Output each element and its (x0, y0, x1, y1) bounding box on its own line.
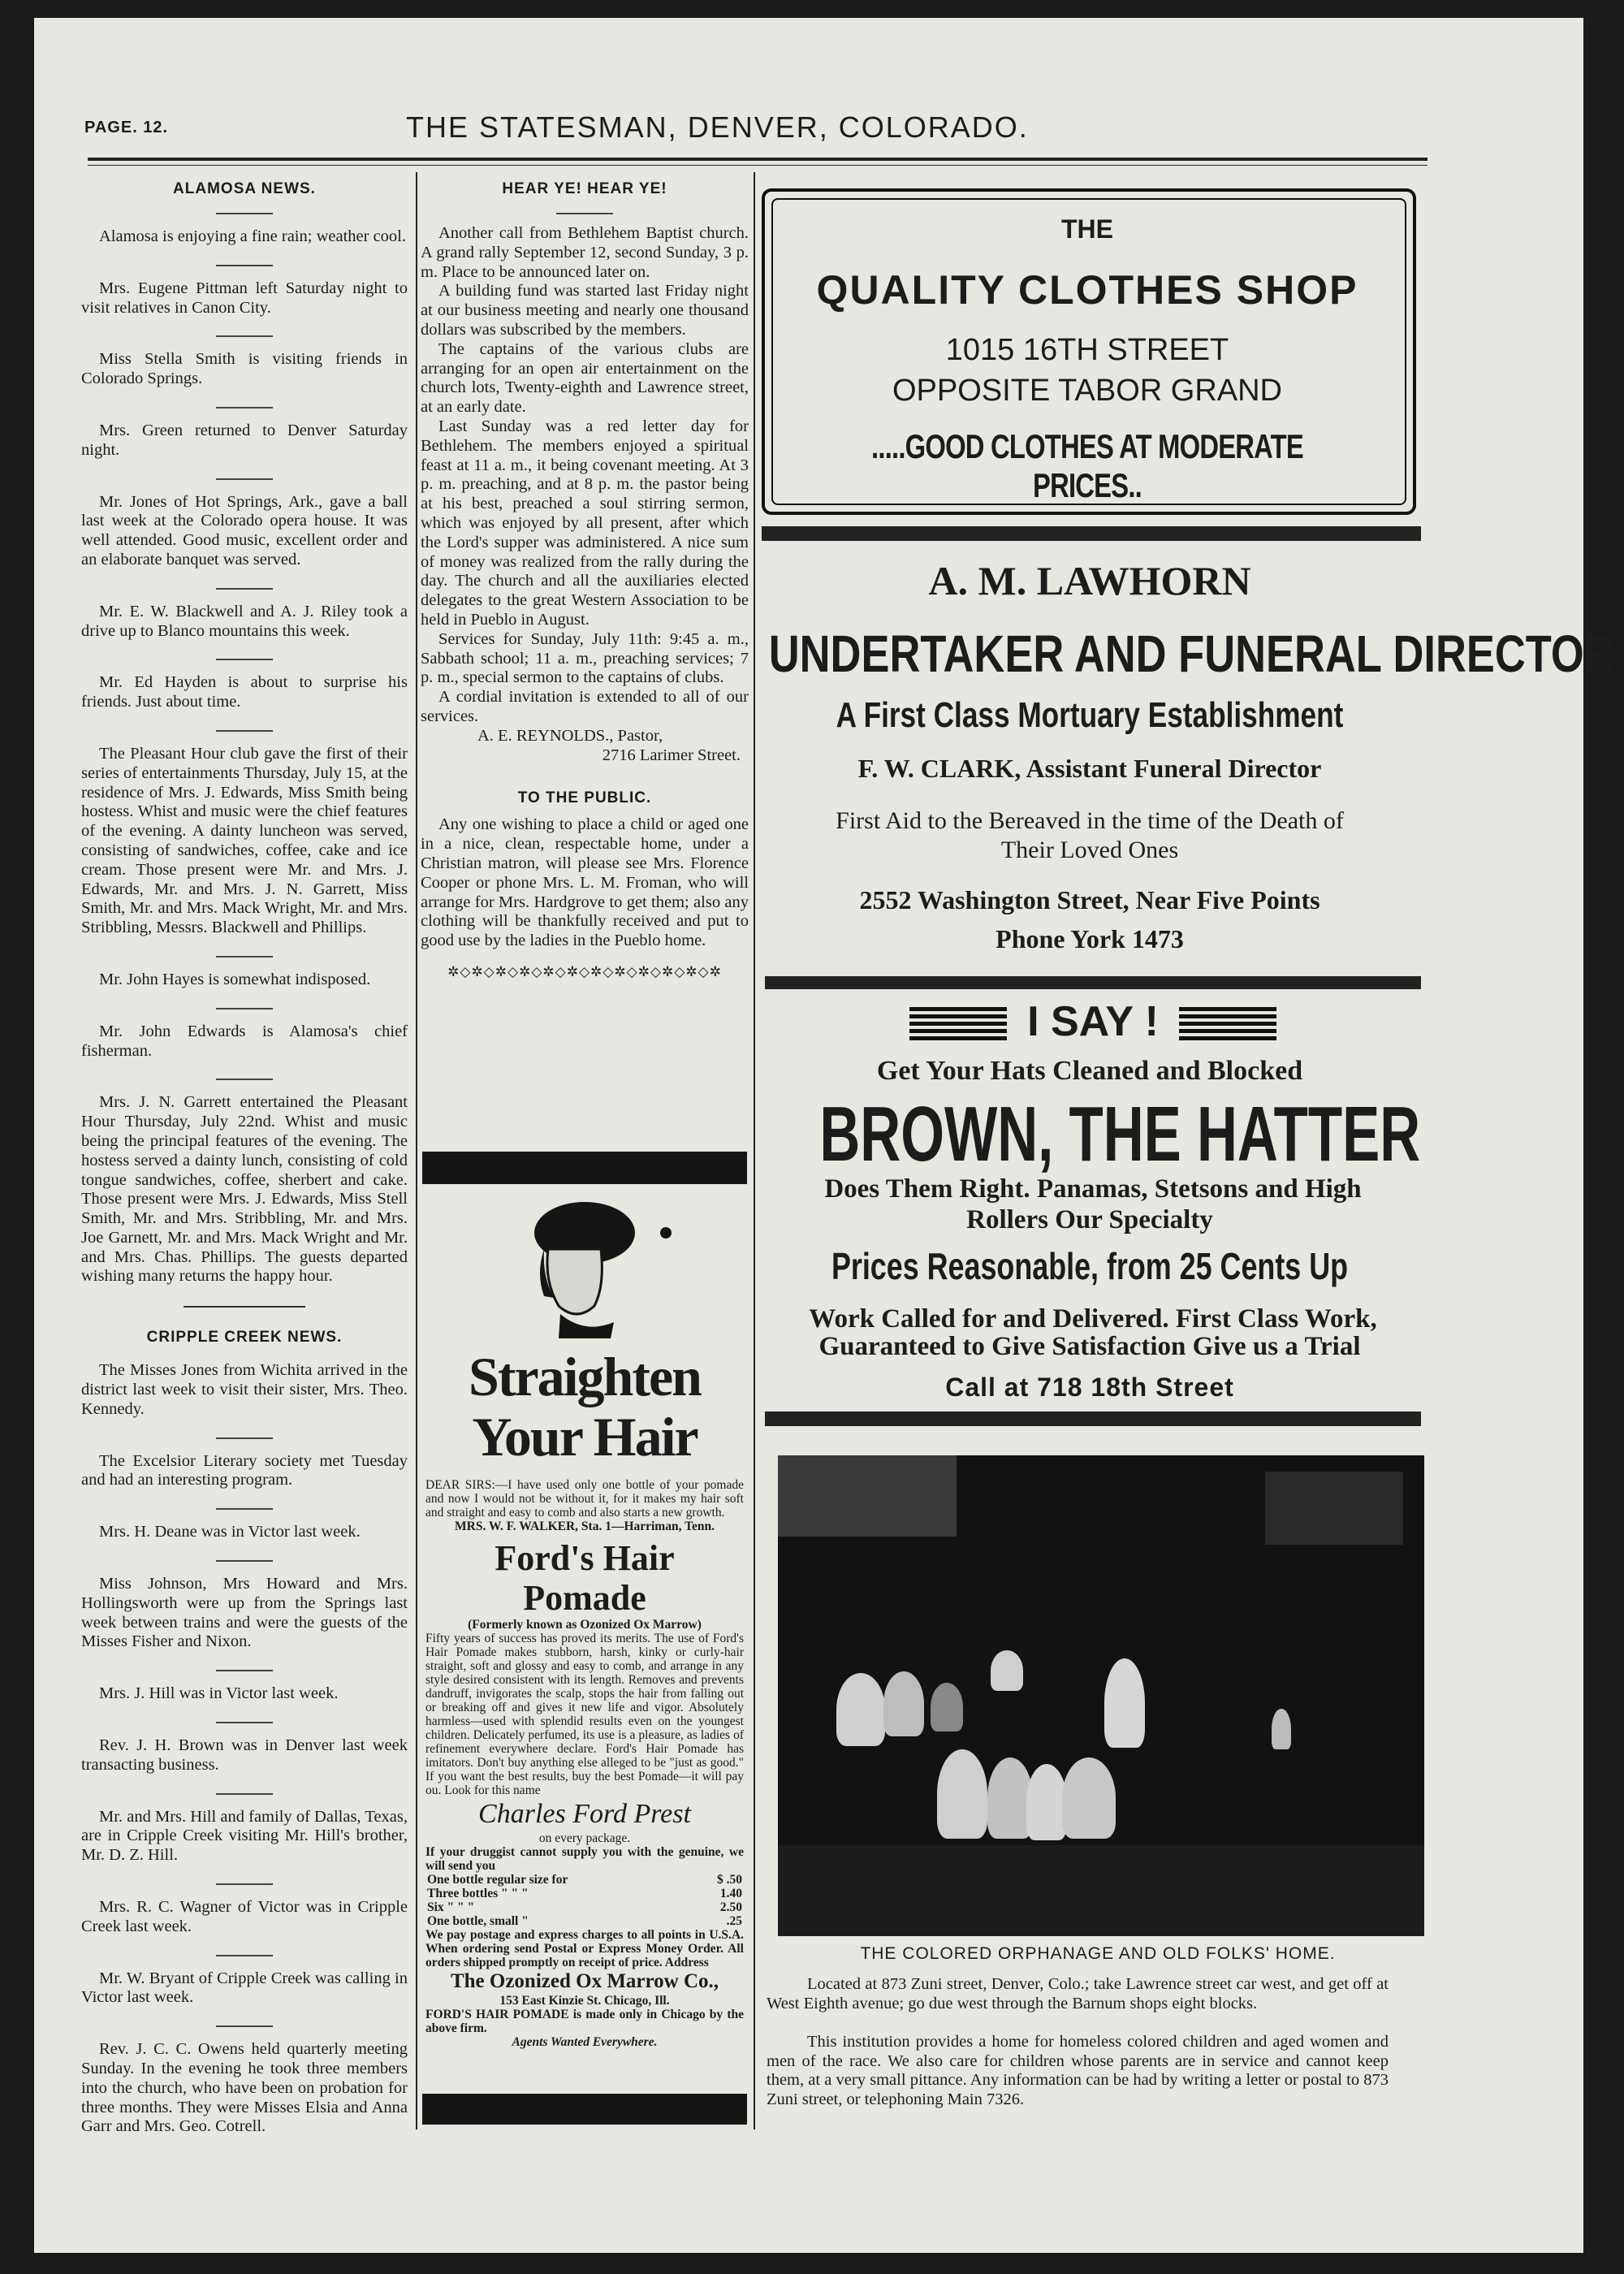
ornament-rule: ✲◇✲◇✲◇✲◇✲◇✲◇✲◇✲◇✲◇✲◇✲◇✲ (447, 963, 722, 979)
separator (216, 588, 273, 590)
hatter-say: I SAY ! (1027, 998, 1159, 1045)
photo-figure (1104, 1658, 1145, 1748)
separator (216, 1008, 273, 1009)
founder-signature: Charles Ford Prest (478, 1799, 691, 1829)
lawhorn-title: UNDERTAKER AND FUNERAL DIRECTOR (768, 625, 1615, 683)
cripple-heading: CRIPPLE CREEK NEWS. (146, 1329, 343, 1347)
photo-floor (778, 1845, 1424, 1936)
photo-window (778, 1455, 957, 1537)
separator (216, 1670, 273, 1671)
pomade-body: Fifty years of success has proved its merits. The use of Ford's Hair Pomade makes stubborn, harsh, kinky or curly-hair straight, soft and glossy and easy to comb, and arrange in any style desired consistent with its length. Removes and prevents dandruff, invigorates the scalp, stops the hair from falling out or breaking off and gives it new life and vigor. Absolutely harmless—used with splendid results even on the youngest children. Delicately perfumed, its use is a pleasure, as ladies of refinement everywhere declare. Ford's Hair Pomade has imitators. Don't buy anything else alleged to be "just as good." If you want the best results, buy the best Pomade—it will pay ou. Look for this name (425, 1632, 744, 1797)
ad-top-bar (422, 1152, 747, 1184)
news-item: Miss Stella Smith is visiting friends in Colorado Springs. (81, 350, 408, 388)
lawhorn-name: A. M. LAWHORN (928, 558, 1251, 603)
clothes-the: THE (1061, 214, 1113, 244)
druggist-note: If your druggist cannot supply you with the genuine, we will send you (425, 1845, 744, 1873)
church-item: A cordial invitation is extended to all of our services. (421, 688, 749, 725)
clothes-shop-name: QUALITY CLOTHES SHOP (816, 267, 1358, 313)
separator (216, 1793, 273, 1795)
lawhorn-phone: Phone York 1473 (996, 924, 1184, 953)
hatter-does-1: Does Them Right. Panamas, Stetsons and High (824, 1174, 1362, 1204)
orphanage-caption: THE COLORED ORPHANAGE AND OLD FOLKS' HOME. (860, 1944, 1336, 1963)
company-address: 153 East Kinzie St. Chicago, Ill. (499, 1994, 670, 2008)
testimonial-letter: DEAR SIRS:—I have used only one bottle of your pomade and now I would not be without it, for it makes my hair soft and straight and easy to comb and also starts a new growth. (425, 1478, 744, 1520)
church-item: Last Sunday was a red letter day for Bethlehem. The members enjoyed a spiritual feast at 11 a. m., it being covenant meeting. At 3 p. m. preaching, and at 8 p. m. the pastor being at his best, preached a soul stirring sermon, which was enjoyed by all present, after which the Lord's supper was administered. A nice sum of money was realized from the rally during the day. The church and all the auxiliaries elected delegates to the great Western Association to be held in Pueblo in August. (421, 417, 749, 629)
news-item: Mrs. Eugene Pittman left Saturday night to visit relatives in Canon City. (81, 279, 408, 317)
separator (216, 1079, 273, 1080)
decorative-bars-right (1179, 1007, 1276, 1044)
clothes-opposite: OPPOSITE TABOR GRAND (892, 374, 1282, 408)
pomade-headline-1: Straighten (469, 1346, 701, 1407)
lawhorn-address: 2552 Washington Street, Near Five Points (859, 885, 1320, 914)
ad-divider-bar (765, 976, 1421, 989)
photo-window (1265, 1472, 1403, 1545)
hatter-call: Call at 718 18th Street (945, 1373, 1234, 1402)
news-item: Mr. and Mrs. Hill and family of Dallas, Texas, are in Cripple Creek visiting Mr. Hill's brother, Mr. D. Z. Hill. (81, 1807, 408, 1865)
price-list (427, 1873, 742, 1928)
ad-bottom-bar (422, 2094, 747, 2125)
separator (216, 1508, 273, 1510)
formerly-known: (Formerly known as Ozonized Ox Marrow) (468, 1618, 702, 1632)
masthead-rule-thin (88, 165, 1427, 166)
lawhorn-assistant: F. W. CLARK, Assistant Funeral Director (857, 754, 1322, 783)
pomade-brand-1: Ford's Hair (495, 1538, 675, 1578)
photo-figure (883, 1671, 924, 1736)
testimonial-signature: MRS. W. F. WALKER, Sta. 1—Harriman, Tenn. (455, 1520, 715, 1533)
separator (216, 730, 273, 732)
church-item: The captains of the various clubs are arranging for an open air entertainment on the church lots, Twenty-eighth and Lawrence street, at an early date. (421, 339, 749, 417)
page-number: PAGE. 12. (84, 119, 169, 136)
hatter-prices: Prices Reasonable, from 25 Cents Up (831, 1245, 1349, 1287)
separator (216, 1955, 273, 1956)
news-item: Mr. John Hayes is somewhat indisposed. (99, 970, 371, 988)
news-item: Rev. J. H. Brown was in Denver last week transacting business. (81, 1736, 408, 1774)
clothes-slogan: .....GOOD CLOTHES AT MODERATE PRICES.. (871, 427, 1303, 504)
church-item: A building fund was started last Friday night at our business meeting and nearly one thousand dollars was subscribed by the members. (421, 282, 749, 339)
alamosa-column (81, 180, 408, 2155)
price-row: One bottle, small " .25 (427, 1914, 742, 1928)
news-item: The Misses Jones from Wichita arrived in the district last week to visit their sister, Mrs. Theo. Kennedy. (81, 1361, 408, 1418)
postage-note: We pay postage and express charges to all points in U.S.A. When ordering send Postal or Express Money Order. All orders shipped promptly on receipt of price. Address (425, 1928, 744, 1969)
separator (216, 1560, 273, 1562)
lawhorn-first-aid-2: Their Loved Ones (1000, 837, 1179, 863)
orphanage-photo (778, 1455, 1424, 1936)
separator (216, 265, 273, 266)
made-only-note: FORD'S HAIR POMADE is made only in Chicago by the above firm. (425, 2008, 744, 2035)
photo-figure (931, 1683, 963, 1731)
hear-heading: HEAR YE! HEAR YE! (502, 180, 667, 197)
photo-figure (937, 1749, 987, 1839)
separator (216, 1883, 273, 1885)
news-item: Mrs. H. Deane was in Victor last week. (99, 1523, 361, 1541)
photo-figure (1062, 1757, 1116, 1839)
news-item: Alamosa is enjoying a fine rain; weather cool. (99, 227, 406, 245)
hatter-does-2: Rollers Our Specialty (966, 1205, 1213, 1234)
separator (216, 478, 273, 480)
separator (216, 1722, 273, 1723)
orphanage-text-1: Located at 873 Zuni street, Denver, Colo.; take Lawrence street car west, and get off at West Eighth avenue; go due west through the Barnum shops eight blocks. (767, 1975, 1389, 2012)
orphanage-text-2: This institution provides a home for homeless colored children and aged women and men of the race. We also care for children whose parents are in service and cannot keep them, at a very small pittance. Any information can be had by writing a letter or postal to 873 Zuni street, or telephoning Main 7326. (767, 2033, 1389, 2108)
section-rule (184, 1306, 305, 1308)
hatter-name: BROWN, THE HATTER (819, 1091, 1421, 1178)
news-item: Mrs. Green returned to Denver Saturday night. (81, 421, 408, 459)
separator (216, 659, 273, 660)
church-item: Another call from Bethlehem Baptist church. A grand rally September 12, second Sunday, 3 p. m. Place to be announced later on. (421, 224, 749, 281)
news-item: Mrs. J. Hill was in Victor last week. (99, 1684, 339, 1703)
photo-figure (836, 1673, 885, 1746)
separator (216, 407, 273, 409)
news-item: Mr. Jones of Hot Springs, Ark., gave a ball last week at the Colorado opera house. It was well attended. Good music, excellent order and an elaborate banquet was served. (81, 492, 408, 568)
news-item: Mr. Ed Hayden is about to surprise his friends. Just about time. (81, 673, 408, 711)
alamosa-heading: ALAMOSA NEWS. (173, 180, 316, 197)
separator (216, 213, 273, 214)
pomade-headline-2: Your Hair (472, 1406, 698, 1468)
clothes-address: 1015 16TH STREET (945, 333, 1229, 367)
pastor-address: 2716 Larimer Street. (602, 746, 741, 764)
church-item: Services for Sunday, July 11th: 9:45 a. m., Sabbath school; 11 a. m., preaching services; 7 p. m., special sermon to the captains of clubs. (421, 629, 749, 687)
pomade-brand-2: Pomade (523, 1578, 646, 1618)
public-heading: TO THE PUBLIC. (517, 789, 652, 807)
every-package: on every package. (538, 1831, 631, 1845)
hatter-work-1: Work Called for and Delivered. First Class Work, (809, 1304, 1377, 1334)
photo-figure (1272, 1709, 1291, 1749)
separator (216, 2025, 273, 2027)
company-name: The Ozonized Ox Marrow Co., (450, 1970, 719, 1992)
pastor-signature: A. E. REYNOLDS., Pastor, (477, 726, 663, 745)
lawhorn-first-aid-1: First Aid to the Bereaved in the time of the Death of (836, 807, 1344, 834)
separator (216, 956, 273, 958)
news-item: Rev. J. C. C. Owens held quarterly meeting Sunday. In the evening he took three members into the church, who have been on probation for three months. They were Misses Elsia and Anna Garr and Mrs. Geo. Cotrell. (81, 2040, 408, 2136)
news-item: The Pleasant Hour club gave the first of their series of entertainments Thursday, July 15, at the residence of Mrs. J. Edwards, Miss Smith being hostess. Whist and music were the chief features of the evening. A dainty luncheon was served, consisting of sandwiches, coffee, cake and ice cream. Those present were Mr. and Mrs. J. Edwards, Mr. and Mrs. J. N. Garrett, Miss Smith, Mr. and Mrs. Mack Wright, Mr. and Mrs. Stribbling, Messrs. Blackwell and Phillips. (81, 744, 408, 937)
price-row: Three bottles " " " 1.40 (427, 1887, 742, 1900)
woman-portrait-icon (422, 1200, 747, 1338)
church-column (421, 180, 749, 982)
public-notice: Any one wishing to place a child or aged one in a nice, clean, respectable home, under a Christian matron, will please see Mrs. Florence Cooper or phone Mrs. L. M. Froman, who will arrange for Mrs. Hardgrove to get them; also any clothing will be thankfully received and put to good use by the ladies in the Pueblo home. (421, 815, 749, 950)
price-row: Six " " " 2.50 (427, 1900, 742, 1914)
masthead-rule (88, 158, 1427, 161)
masthead-title: THE STATESMAN, DENVER, COLORADO. (406, 110, 1029, 144)
column-divider (416, 172, 417, 2129)
news-item: Mr. W. Bryant of Cripple Creek was calling in Victor last week. (81, 1969, 408, 2007)
decorative-bars-left (909, 1007, 1007, 1044)
lawhorn-subtitle: A First Class Mortuary Establishment (836, 695, 1344, 735)
pomade-ad (422, 1152, 747, 2125)
ad-divider-bar (765, 1412, 1421, 1426)
column-divider (754, 172, 755, 2129)
separator (216, 335, 273, 337)
separator (216, 1437, 273, 1439)
price-row: One bottle regular size for $ .50 (427, 1873, 742, 1887)
hatter-work-2: Guaranteed to Give Satisfaction Give us a Trial (818, 1332, 1361, 1361)
photo-figure (991, 1650, 1023, 1691)
news-item: Mrs. R. C. Wagner of Victor was in Cripple Creek last week. (81, 1898, 408, 1935)
news-item: Mrs. J. N. Garrett entertained the Pleasant Hour Thursday, July 22nd. Whist and music being the principal features of the evening. The hostess served a dainty lunch, consisting of cold tongue sandwiches, coffee, sherbert and cake. Those present were Mrs. J. Edwards, Miss Stell Smith, Mr. and Mrs. Stribbling, Mr. and Mrs. Joe Garnett, Mr. and Mrs. Mack Wright and Mr. and Mrs. Chas. Phillips. The guests departed wishing many returns the happy hour. (81, 1093, 408, 1286)
news-item: Mr. E. W. Blackwell and A. J. Riley took a drive up to Blanco mountains this week. (81, 602, 408, 640)
ad-divider-bar (762, 526, 1421, 541)
separator (556, 213, 613, 214)
photo-figure (1026, 1764, 1067, 1840)
news-item: The Excelsior Literary society met Tuesday and had an interesting program. (81, 1451, 408, 1489)
agents-wanted: Agents Wanted Everywhere. (512, 2035, 658, 2049)
hatter-cleaned: Get Your Hats Cleaned and Blocked (876, 1056, 1303, 1086)
news-item: Mr. John Edwards is Alamosa's chief fisherman. (81, 1022, 408, 1060)
news-item: Miss Johnson, Mrs Howard and Mrs. Hollingsworth were up from the Springs last week between trains and were the guests of the Misses Fisher and Nixon. (81, 1575, 408, 1651)
